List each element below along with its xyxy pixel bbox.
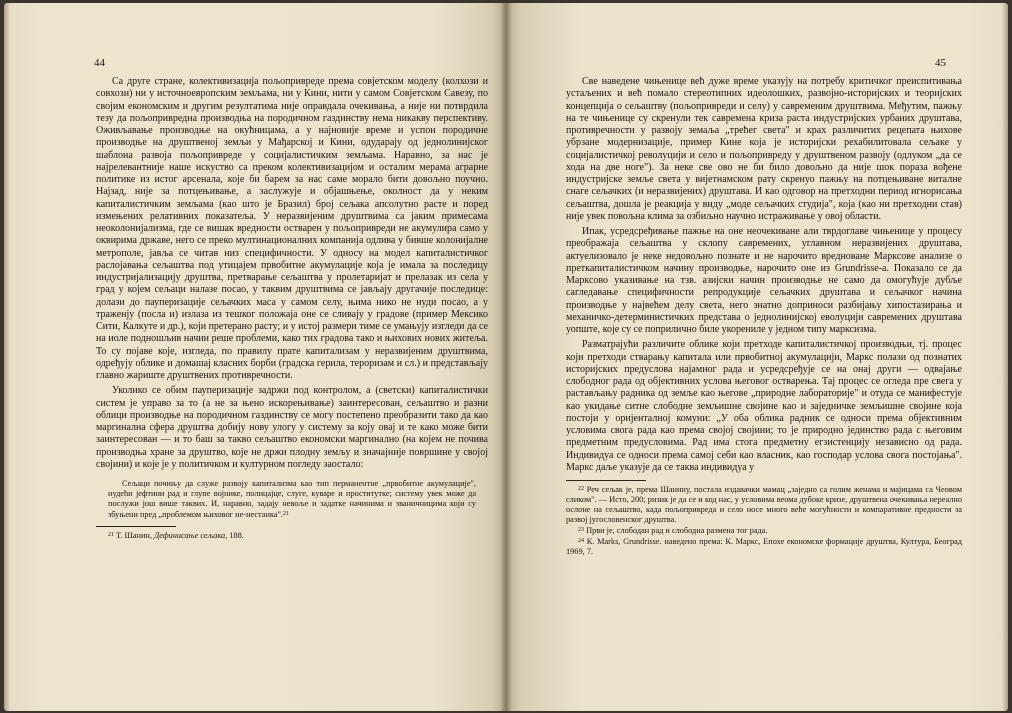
left-page (4, 3, 506, 711)
footnote-rule (566, 480, 646, 481)
footnote-number: 21 (108, 531, 114, 538)
right-page-body (566, 76, 962, 558)
footnote-page: 188. (229, 530, 244, 540)
paragraph: Са друге стране, колективизација пољопривреде према совјетском моделу (колхози и совхози) ни у источноевропским земљама, ни у Кини, нити у самом Совјетском Савезу, по својим економским и другим резултатима није оправдала очекивања, а није ни потврдила тезу да пољопривредна производња на породичном газдинству нема никакву перспективу. Оживљавање производње на окућницама, а у најновије време и успон породичне производње на друштвеној земљи у Мађарској и Кини, одударају од једнолинијског шаблона развоја пољопривреде у социјалистичким земљама. Наравно, за нас је најрелевантније наше искуство са преком колективизацијом и осталим мерама аграрне политике из истог арсенала, које би барем за нас саме морало бити довољно поучно. Најзад, није за потцењивање, а заслужује и објашњење, околност да у неким капиталистичким земљама (као што је Бразил) број сељака апсолутно расте и поред измењених релативних показатеља. У неразвијеним друштвима са јаким примесама неоколонијализма, где се вишак вредности остварен у пољопривреди не акумулира само у оквирима државе, него се преко мултинационалних компанија одлива у бивше колонијалне метрополе, јавља се читав низ специфичности. У односу на модел капиталистичког раслојавања сељаштва под утицајем првобитне акумулације која је имала за последицу индустријализацију друштва, претварање сељаштва у пролетаријат и прелазак из села у град у којем сељаци налазе посао, у таквим друштвима се јављају другачије последице: долази до пауперизације сељачких маса у самом селу, њима нико не нуди посао, а у траженју (посла и) излаза из тешког положаја оне се сливају у градове (пример Мексико Сити, Калкуте и др.), који претерано расту; и у истој размери тиме се умањују изгледи да се на иоле подношљив начин реше проблеми, како тих градова тако и њихових нових житеља. То су појаве које, изгледа, по правилу прате капитализам у неразвијеним друштвима, одређују облике и домашај класних борби (градска герила, тероризам и сл.) и представљају главно жариште друштвених противречности. (96, 76, 488, 381)
footnote (566, 526, 962, 536)
quote-text: Сељаци почињу да служе развоју капитализма као тип перманентне „првобитне акумулације", нудећи јефтини рад и глупе војнике, полицајце, слуге, куваре и проститутке; систему увек може да послужи још више таквих. И, наравно, задају невоље и задатке начинима и званичницима који су збуњени пред „проблемом њиховог не-нестанка". (108, 479, 476, 519)
paragraph: Разматрајући различите облике који претходе капиталистичкој производњи, тј. процес који претходи стварању капитала или првобитној акумулацији, Маркс полази од познатих историјских предуслова најамног рада и усредсређује се на онај други — одвајање слободног рада од објективних услова његовог остварења. Тај процес се огледа пре свега у растављању радника од земље као његове „природне лабораторије" и отуда се манифестује као укидање ситне слободне земљишне својине као и заједничке земљишне својине која постоји у оријенталној комуни: „У оба облика радник се односи према објективним условима свога рада као према својој својини; то је природно јединство рада с његовим предметним предусловима. Рад има стога предметну егзистенцију независно од рада. Индивидуа се односи према самој себи као власник, као господар услова свога постојања". Маркс даље указује да се таква индивидуа у (566, 339, 962, 473)
footnote-number: 24 (578, 538, 584, 544)
footnote-number: 23 (578, 527, 584, 533)
footnote-text: Први је, слободан рад и слободна размена тог рада. (586, 526, 768, 535)
footnote (566, 485, 962, 525)
page-number-left: 44 (94, 57, 105, 69)
footnote-ref: 21 (282, 510, 289, 517)
footnote-author: Т. Шанин, (116, 530, 152, 540)
footnote (96, 531, 488, 541)
paragraph: Све наведене чињенице већ дуже време указују на потребу критичког преиспитивања устаљених и већ помало стереотипних идеолошких, развојно-историјских и теоријских концепција о сељаштву (пољопривреди и селу) у савременим друштвима. Међутим, пажњу на те чињенице су скренули тек савремена криза раста индустријских урбаних друштава, противречности у развоју земаља „трећег света" и крах различитих рецепата њихове убрзане модернизације, пример Кине која је историјски рехабилитовала сељаке у социјалистичкој револуцији и село и пољопривреду у друштвеном развоју (одлуком „да се хода на две ноге"). За неке све ово не би било довољно да није шок пораза вођене индустријске земље света у вијетнамском рату скренуо пажњу на потцењиване виталне снаге сељачких (и неразвијених) друштава. И као одговор на претходни период игнорисања сељаштва, дошла је реакција у виду „моде сељачких студија", која (као ни претходни став) није увек повољна клима за озбиљно научно истраживање у овој области. (566, 76, 962, 222)
page-edge-shadow (1002, 3, 1008, 711)
right-page (506, 3, 1008, 711)
footnote-title: Дефинисање сељака, (154, 530, 228, 540)
paragraph: Уколико се обим пауперизације задржи под контролом, а (светски) капиталистички систем је управо за то (а не за њено искорењивање) заинтересован, сељаштво и разни облици производње на породичном газдинству се могу постепено преобразити тако да као маргинална сфера друштва добију нову улогу у систему за коју овај и те како може бити заинтересован — и то баш за такво сељаштво економски маргинално (на којем не почива производња хране за друштво, које не држи плодну земљу и значајније површине у својој својини) и које је у политичком и културном погледу заостало: (96, 385, 488, 470)
footnote-number: 22 (578, 486, 584, 492)
book-gutter (500, 3, 512, 711)
footnote-text: Реч сељак је, према Шанину, постала издавачки мамац „заједно са голим женама и мајицама са Чеовом сликом". — Исто, 200; ризик је да се и код нас, у условима веома дубоке кризе, друштвена очекивања нереално ослоне на сељаштво, када пољопривреда и село носе много веће могућности и компаративне предности за развој југословенског друштва. (566, 485, 962, 524)
left-page-body (96, 76, 488, 542)
footnote-text: К. Marks, Grundrisse. наведено према: К. Маркс, Епохе економске формације друштва, Култура, Београд 1969, 7. (566, 537, 962, 556)
block-quote (108, 479, 476, 520)
footnote-rule (96, 526, 176, 527)
book-spread (4, 3, 1008, 711)
footnote (566, 537, 962, 557)
paragraph: Ипак, усредсређивање пажње на оне неочекиване али тврдоглаве чињенице у процесу преображаја сељаштва у склопу савремених, углавном неразвијених друштава, актуелизовало је неке недовољно познате и не нарочито вредноване Марксове анализе о преткапиталистичком начину производње, нарочито оне из Grundrisse-a. Показало се да Марксово указивање на тзв. азијски начин производње не само да омогућује дубље сагледавање специфичности репродукције сељачких друштава и сељачког начина производње у највећем делу света, него знатно доприноси разбијању хипостазирања и механичко-детерминистичких представа о једнолинијској еволуцији савремених друштава уопште, које су се поприлично биле укорениле у једном типу марксизма. (566, 226, 962, 335)
page-edge-shadow (4, 3, 10, 711)
page-number-right: 45 (935, 57, 946, 69)
